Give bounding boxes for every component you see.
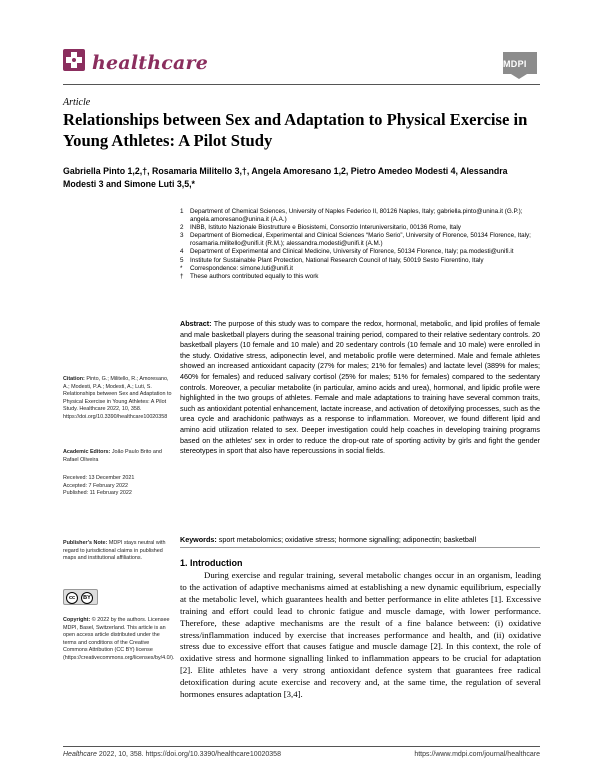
article-title: Relationships between Sex and Adaptation to Physical Exercise in Young Athletes: A Pilot Study [63, 110, 528, 150]
footer-citation: Healthcare 2022, 10, 358. https://doi.org/10.3390/healthcare10020358 [63, 751, 281, 758]
journal-name: healthcare [92, 52, 208, 74]
published-date: Published: 11 February 2022 [63, 490, 132, 497]
affiliation-item: † These authors contributed equally to this work [180, 272, 319, 280]
section-heading: 1. Introduction [180, 558, 243, 568]
abstract [180, 319, 540, 457]
footer-journal-url[interactable]: https://www.mdpi.com/journal/healthcare [414, 751, 540, 758]
publisher-note: Publisher’s Note: MDPI stays neutral with regard to jurisdictional claims in published maps and institutional affiliations. [63, 540, 166, 562]
copyright-block: Copyright: © 2022 by the authors. Licensee MDPI, Basel, Switzerland. This article is an open access article distributed under the terms and conditions of the Creative Commons Attribution (CC BY) license (https://creativecommons.org/licenses/by/4.0/). [63, 617, 175, 661]
affiliation-item: 2 INBB, Istituto Nazionale Biostrutture e Biosistemi, Consorzio Interuniversitario, 00136 Rome, Italy [180, 224, 461, 232]
footer-rule [63, 746, 540, 747]
dates-block [63, 475, 173, 498]
abstract-text: The purpose of this study was to compare the redox, hormonal, metabolic, and lipid profiles of female and male basketball players during the seasonal training period, compared to their relative sedentary controls. 20 basketball players (10 female and 10 male) and 20 sedentary controls (10 female and 10 male) were enrolled in the study. Oxidative stress, adiponectin level, and metabolic profile were determined. Male and female athletes showed an increased antioxidant capacity (27% for males; 21% for females) and lactate level (389% for males; 460% for females) and reduced salivary cortisol (25% for males; 51% for females) compared to the sedentary controls. Moreover, a peculiar metabolite (in particular, amino acids and urea), hormonal, and lipidic profile were highlighted in the two groups of athletes. Female and male adaptations to training have several common traits, such as antioxidant potential enhancement, lactate increase, and activation of detoxifying processes, such as the urea cycle and arachidonic pathways as a response to inflammation. Moreover, we found different lipid and amino acid utilization related to sex. Deeper investigation could help coaches in developing training programs based on the athletes’ sex in order to reduce the drop-out rate of sporting activity by girls and fight the gender stereotypes in sport that also have repercussions in social fields. [180, 319, 541, 456]
keywords-text: sport metabolomics; oxidative stress; hormone signalling; adiponectin; basketball [218, 535, 477, 544]
accepted-date: Accepted: 7 February 2022 [63, 482, 129, 489]
affiliation-item: 5 Institute for Sustainable Plant Protection, National Research Council of Italy, 50019 Sesto Fiorentino, Italy [180, 256, 484, 264]
cc-by-license-icon: cc BY [63, 589, 98, 605]
affiliation-item: * Correspondence: simone.luti@unifi.it [180, 264, 293, 272]
journal-logo-icon [63, 49, 85, 71]
abstract-label: Abstract: [180, 319, 212, 328]
affiliation-item: 3 Department of Biomedical, Experimental and Clinical Sciences “Mario Serio”, University of Florence, 50134 Florence, Italy; rosamaria.militello@unifi.it (R.M.); alessandra.modesti@unifi.it (A.M.) [180, 232, 531, 248]
affiliation-item: 4 Department of Experimental and Clinical Medicine, University of Florence, 50134 Florence, Italy; pa.modesti@unifi.it [180, 248, 514, 256]
affiliation-item: 1 Department of Chemical Sciences, University of Naples Federico II, 80126 Naples, Italy; gabriella.pinto@unina.it (G.P.); angela.amoresano@unina.it (A.A.) [180, 208, 523, 224]
academic-editor-block: Academic Editors: João Paulo Brito and Rafael Oliveira [63, 449, 162, 463]
author-list: Gabriella Pinto 1,2,†, Rosamaria Militello 3,†, Angela Amoresano 1,2, Pietro Amedeo Modesti 4, Alessandra Modesti 3 and Simone Luti 3,5,* [63, 166, 508, 189]
publisher-name: MDPI [503, 59, 527, 69]
intro-paragraph: During exercise and regular training, several metabolic changes occur in an organism, leading to the activation of adaptive mechanisms aimed at establishing a new dynamic equilibrium, especially at the metabolic level, which guarantees health and better performance in elite athletes [1]. Excessive training and effort could lead to chronic fatigue and muscle damage, with lower performance. Therefore, these adaptive mechanisms are the result of a fine balance between: (i) oxidative stress/inflammation induced by exercise that increases performance and health, and (ii) oxidative stress due to excessive effort that causes fatigue and muscle damage [2]. In this context, the role of oxidative stress and hormone signalling linked to inflammation appears to be crucial for adaptation [2]. Elite athletes have a very strong antioxidant defence system that guarantees free radical detoxification during acute exercise and recovery and, at the same time, the regulation of several hormones ensures adaptation [3,4]. [180, 570, 541, 700]
affiliation-list [180, 208, 540, 281]
citation-block: Citation: Pinto, G.; Militello, R.; Amoresano, A.; Modesti, P.A.; Modesti, A.; Luti, S. Relationships between Sex and Adaptation to Physical Exercise in Young Athletes: A Pilot Study. Healthcare 2022, 10, 358. https://doi.org/10.3390/healthcare10020358 [63, 376, 172, 420]
keywords-label: Keywords: [180, 535, 217, 544]
header-rule [63, 84, 540, 85]
keywords [180, 535, 540, 545]
section-rule [180, 547, 540, 548]
received-date: Received: 13 December 2021 [63, 475, 135, 481]
article-type: Article [63, 97, 91, 108]
